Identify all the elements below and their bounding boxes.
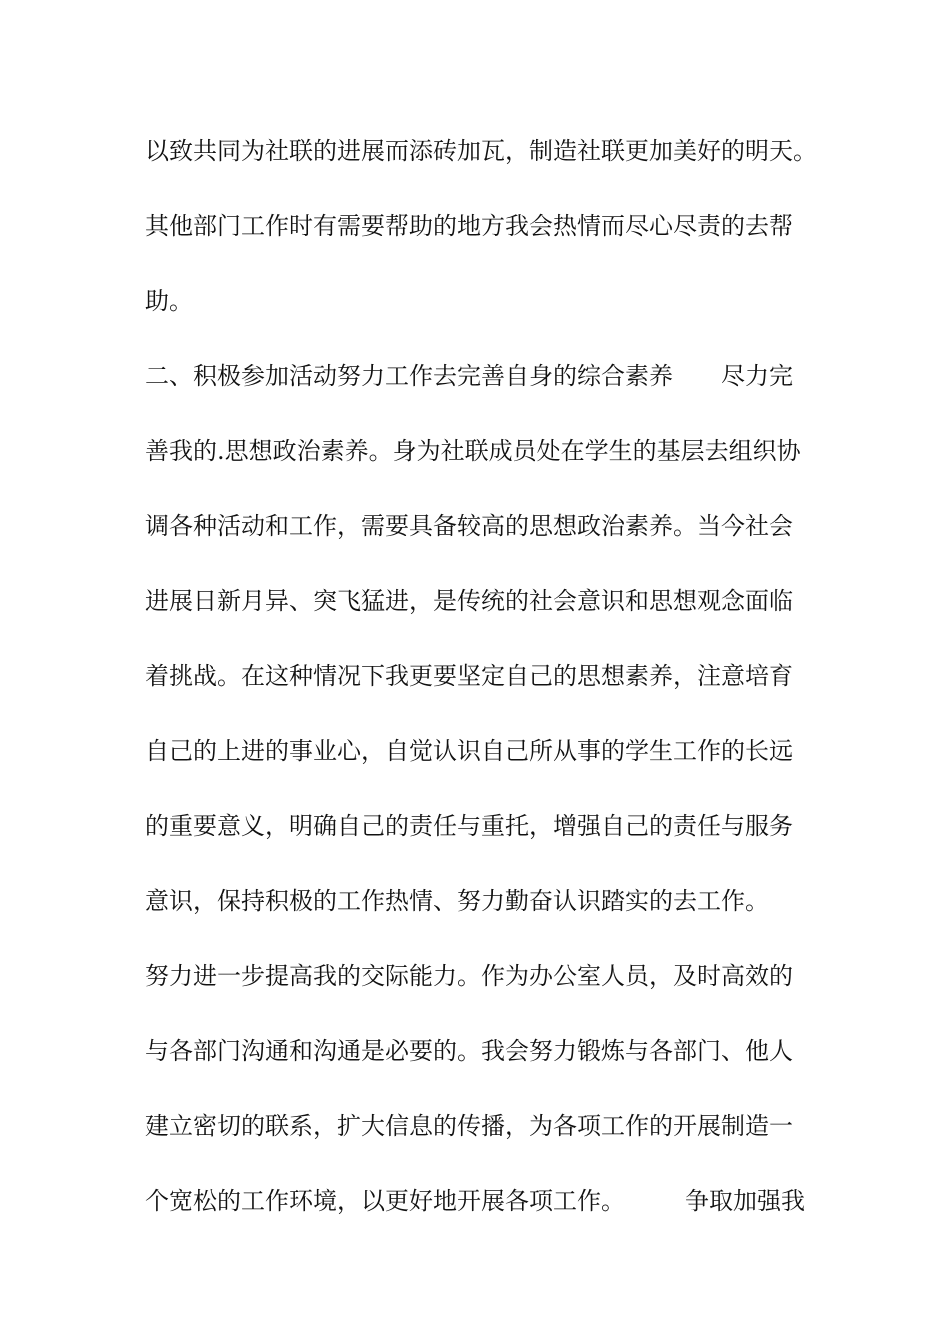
text-line: 以致共同为社联的进展而添砖加瓦，制造社联更加美好的明天。	[145, 137, 817, 165]
text-line: 二、积极参加活动努力工作去完善自身的综合素养 尽力完	[145, 362, 793, 390]
text-line: 个宽松的工作环境，以更好地开展各项工作。 争取加强我	[145, 1187, 805, 1215]
text-line: 与各部门沟通和沟通是必要的。我会努力锻炼与各部门、他人	[145, 1037, 793, 1065]
text-line: 善我的.思想政治素养。身为社联成员处在学生的基层去组织协	[145, 437, 801, 465]
text-line: 助。	[145, 287, 193, 315]
text-line: 着挑战。在这种情况下我更要坚定自己的思想素养，注意培育	[145, 662, 793, 690]
text-line: 进展日新月异、突飞猛进，是传统的社会意识和思想观念面临	[145, 587, 793, 615]
text-line: 调各种活动和工作，需要具备较高的思想政治素养。当今社会	[145, 512, 793, 540]
text-line: 努力进一步提高我的交际能力。作为办公室人员，及时高效的	[145, 962, 793, 990]
text-line: 建立密切的联系，扩大信息的传播，为各项工作的开展制造一	[145, 1112, 793, 1140]
text-line: 其他部门工作时有需要帮助的地方我会热情而尽心尽责的去帮	[145, 212, 793, 240]
text-line: 意识，保持积极的工作热情、努力勤奋认识踏实的去工作。	[145, 887, 769, 915]
text-line: 的重要意义，明确自己的责任与重托，增强自己的责任与服务	[145, 812, 793, 840]
text-line: 自己的上进的事业心，自觉认识自己所从事的学生工作的长远	[145, 737, 793, 765]
